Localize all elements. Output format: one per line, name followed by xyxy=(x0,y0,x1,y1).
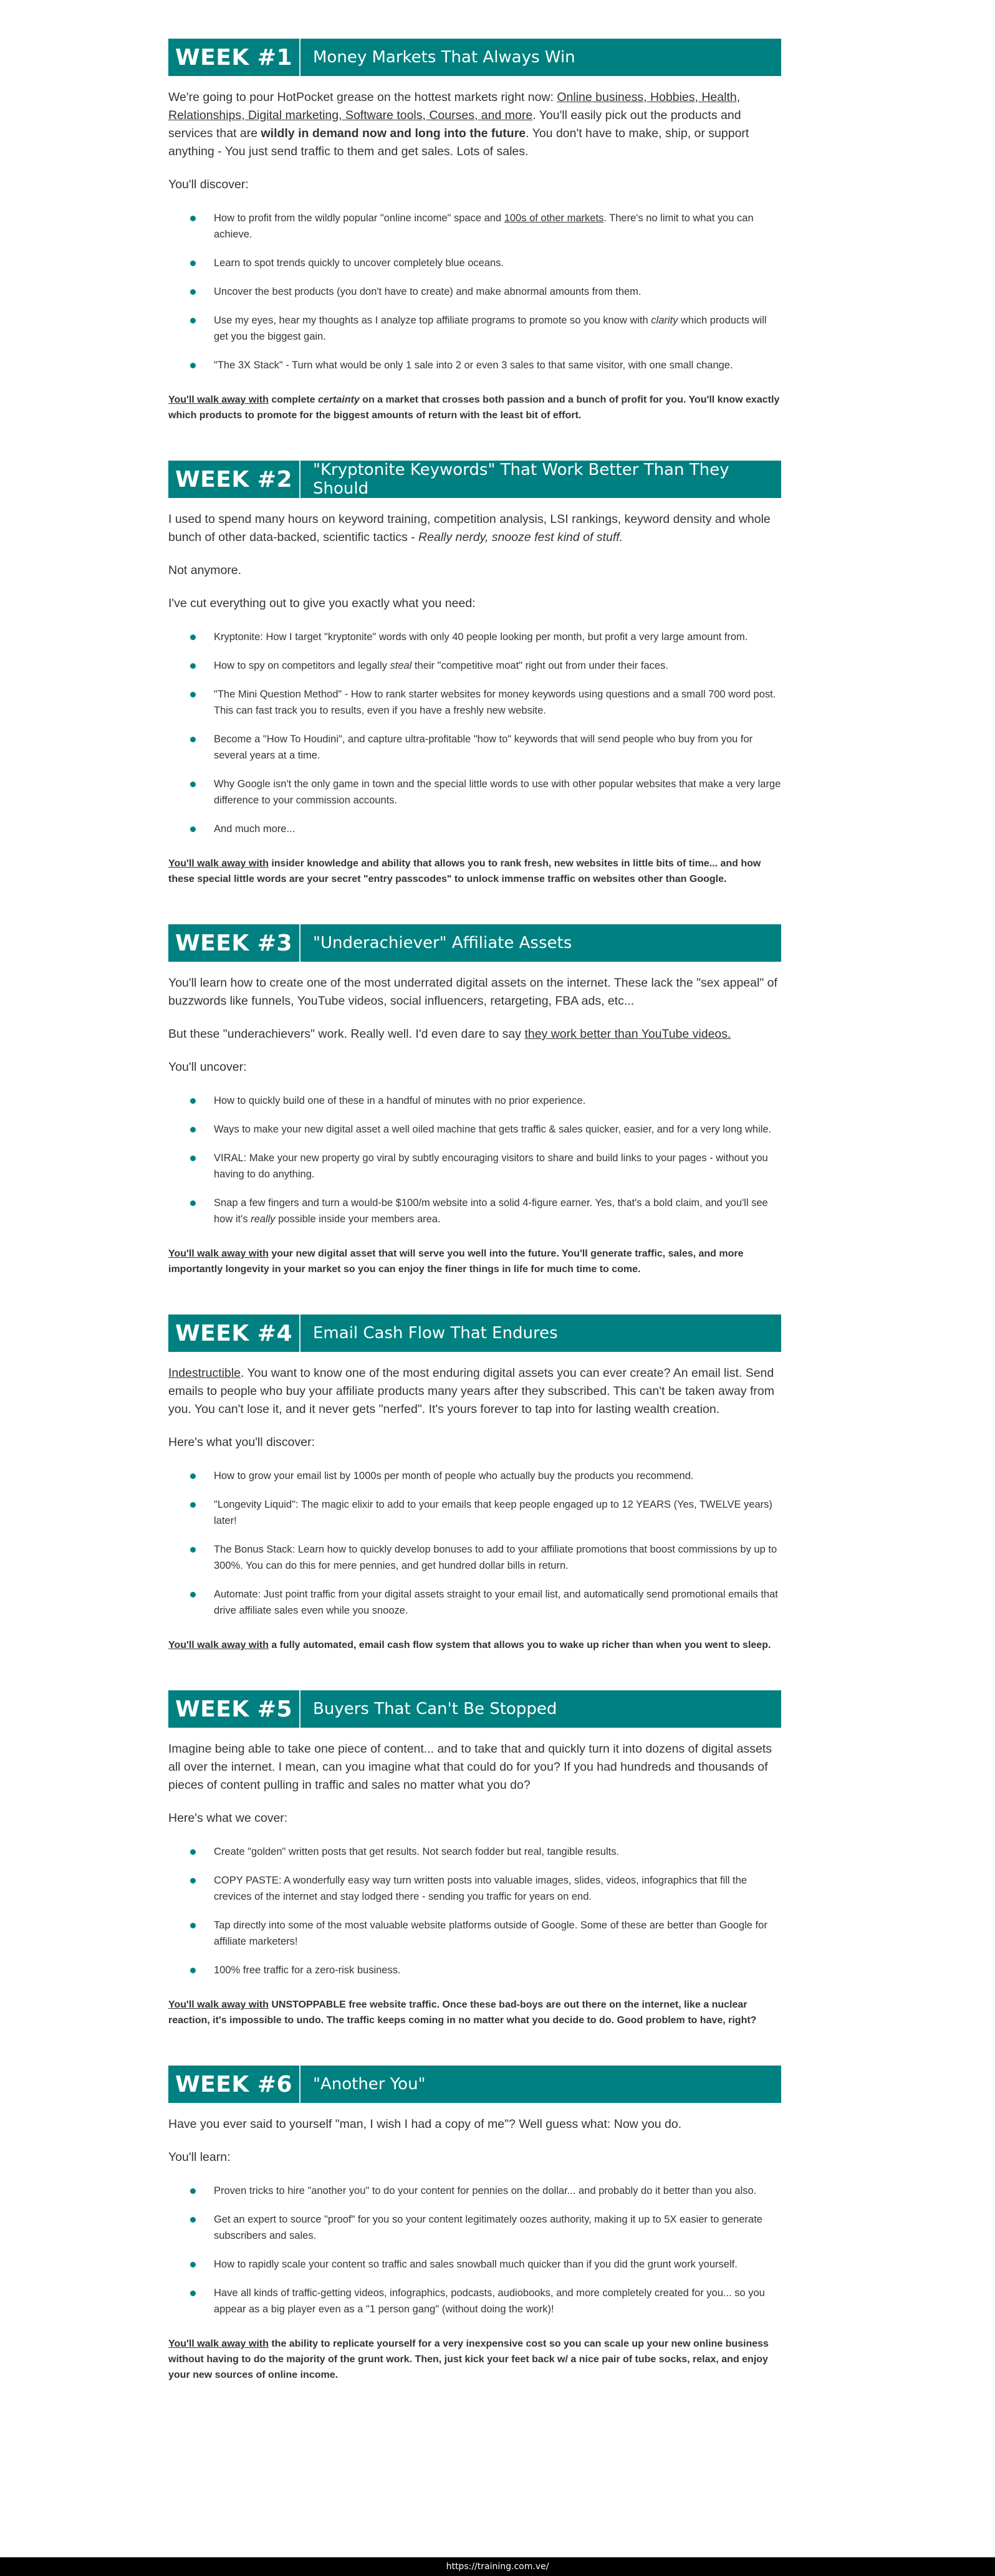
list-item xyxy=(168,2211,781,2244)
text-run: Proven tricks to hire "another you" to do your content for pennies on the dollar... and probably do it better than you also. xyxy=(214,2185,757,2196)
bullet-dot-icon xyxy=(190,363,196,368)
benefit-list xyxy=(168,629,781,837)
text-run: on a market that crosses both passion and a bunch of profit for you. You'll know exactly which products to promote for the biggest amounts of return with the least bit of effort. xyxy=(168,395,780,421)
text-run: Online business, Hobbies, Health, Relationships, Digital marketing, Software tools, Courses, and more xyxy=(168,90,741,122)
week-section xyxy=(168,39,781,423)
text-run: Here's what we cover: xyxy=(168,1811,288,1825)
week-number: WEEK #2 xyxy=(168,461,300,498)
week-section xyxy=(168,1314,781,1653)
week-title: Email Cash Flow That Endures xyxy=(313,1324,558,1343)
list-item xyxy=(168,821,781,837)
week-header xyxy=(168,1314,781,1352)
text-run: You'll learn: xyxy=(168,2150,231,2164)
paragraph xyxy=(168,2115,781,2133)
text-run: Become a "How To Houdini", and capture ultra-profitable "how to" keywords that will send people who buy from you for several years at a time. xyxy=(214,734,753,761)
text-run: You'll walk away with xyxy=(168,858,269,869)
week-title: "Underachiever" Affiliate Assets xyxy=(313,934,572,952)
week-title: Buyers That Can't Be Stopped xyxy=(313,1700,557,1718)
paragraph xyxy=(168,974,781,1010)
bullet-dot-icon xyxy=(190,216,196,221)
text-run: Have all kinds of traffic-getting videos, infographics, podcasts, audiobooks, and more completely created for you... so you appear as a big player even as a "1 person gang" (without doing the work)! xyxy=(214,2287,765,2315)
text-run: You'll walk away with xyxy=(168,1999,269,2010)
bullet-dot-icon xyxy=(190,1473,196,1479)
text-run: You'll walk away with xyxy=(168,2339,269,2349)
text-run: You'll walk away with xyxy=(168,395,269,405)
list-item xyxy=(168,357,781,373)
text-run: How to spy on competitors and legally xyxy=(214,660,390,671)
text-run: "The Mini Question Method" - How to rank starter websites for money keywords using questions and a small 700 word post. This can fast track you to results, even if you have a freshly new website. xyxy=(214,689,776,716)
week-number: WEEK #3 xyxy=(168,924,300,962)
benefit-list xyxy=(168,2183,781,2317)
text-run: Learn to spot trends quickly to uncover completely blue oceans. xyxy=(214,257,504,269)
text-run: The Bonus Stack: Learn how to quickly develop bonuses to add to your affiliate promotions that boost commissions by up to 300%. You can do this for mere pennies, and get hundred dollar bills in return. xyxy=(214,1544,777,1571)
takeaway-paragraph xyxy=(168,392,781,423)
takeaway-paragraph xyxy=(168,1637,781,1653)
week-title: "Kryptonite Keywords" That Work Better Than They Should xyxy=(313,461,729,498)
course-curriculum xyxy=(168,39,781,2383)
text-run: COPY PASTE: A wonderfully easy way turn written posts into valuable images, slides, videos, infographics that fill the crevices of the internet and stay lodged there - sending you traffic for years on end. xyxy=(214,1875,747,1902)
paragraph xyxy=(168,1025,781,1043)
text-run: Have you ever said to yourself "man, I wish I had a copy of me"? Well guess what: Now you do. xyxy=(168,2117,682,2131)
text-run: Uncover the best products (you don't have to create) and make abnormal amounts from them. xyxy=(214,286,642,297)
list-item xyxy=(168,776,781,808)
week-section xyxy=(168,2066,781,2383)
text-run: You'll learn how to create one of the most underrated digital assets on the internet. These lack the "sex appeal" of buzzwords like funnels, YouTube videos, social influencers, retargeting, FBA ads, etc... xyxy=(168,976,777,1008)
list-item xyxy=(168,1586,781,1619)
bullet-dot-icon xyxy=(190,826,196,832)
week-section xyxy=(168,1690,781,2028)
paragraph xyxy=(168,510,781,547)
list-item xyxy=(168,1844,781,1860)
week-section xyxy=(168,461,781,887)
text-run: . You don't have to make, ship, or support anything - You just send traffic to them and get sales. Lots of sales. xyxy=(168,127,749,158)
takeaway-paragraph xyxy=(168,1246,781,1277)
text-run: Use my eyes, hear my thoughts as I analyze top affiliate programs to promote so you know with xyxy=(214,315,651,326)
text-run: Get an expert to source "proof" for you so your content legitimately oozes authority, making it up to 5X easier to generate subscribers and sales. xyxy=(214,2214,762,2241)
text-run: they work better than YouTube videos. xyxy=(524,1027,731,1041)
text-run: Tap directly into some of the most valuable website platforms outside of Google. Some of these are better than Google for affiliate marketers! xyxy=(214,1920,767,1947)
text-run: How to rapidly scale your content so traffic and sales snowball much quicker than if you did the grunt work yourself. xyxy=(214,2259,738,2270)
text-run: really xyxy=(251,1214,276,1225)
bullet-dot-icon xyxy=(190,1592,196,1597)
paragraph xyxy=(168,562,781,580)
list-item xyxy=(168,1150,781,1182)
text-run: Why Google isn't the only game in town and the special little words to use with other popular websites that make a very large difference to your commission accounts. xyxy=(214,778,781,806)
text-run: "Longevity Liquid": The magic elixir to add to your emails that keep people engaged up to 12 YEARS (Yes, TWELVE years) later! xyxy=(214,1499,772,1526)
text-run: I've cut everything out to give you exactly what you need: xyxy=(168,596,476,610)
week-number: WEEK #1 xyxy=(168,39,300,76)
list-item xyxy=(168,1872,781,1905)
list-lead: Here's what you'll discover: xyxy=(168,1435,315,1449)
list-item xyxy=(168,210,781,242)
paragraph xyxy=(168,595,781,613)
bullet-dot-icon xyxy=(190,289,196,295)
bullet-dot-icon xyxy=(190,1098,196,1104)
text-run: . There's no limit to what you can achieve. xyxy=(214,213,754,240)
list-item xyxy=(168,731,781,764)
week-header xyxy=(168,39,781,76)
bullet-dot-icon xyxy=(190,2188,196,2194)
text-run: How to profit from the wildly popular "online income" space and xyxy=(214,213,504,224)
list-lead: You'll discover: xyxy=(168,178,249,191)
paragraph xyxy=(168,2148,781,2167)
list-item xyxy=(168,1962,781,1978)
week-section xyxy=(168,924,781,1277)
text-run: Imagine being able to take one piece of content... and to take that and quickly turn it into dozens of digital assets all over the internet. I mean, can you imagine what that could do for you? If you had hundreds and thousands of pieces of content pulling in traffic and sales no matter what you do? xyxy=(168,1742,772,1792)
text-run: "The 3X Stack" - Turn what would be only 1 sale into 2 or even 3 sales to that same visitor, with one small change. xyxy=(214,360,733,371)
intro-paragraph xyxy=(168,89,781,161)
week-header xyxy=(168,2066,781,2103)
list-item xyxy=(168,255,781,271)
paragraph xyxy=(168,1058,781,1076)
text-run: Ways to make your new digital asset a well oiled machine that gets traffic & sales quicker, easier, and for a very long while. xyxy=(214,1124,772,1135)
bullet-dot-icon xyxy=(190,1547,196,1553)
text-run: Create "golden" written posts that get results. Not search fodder but real, tangible results. xyxy=(214,1846,620,1857)
list-item xyxy=(168,2285,781,2317)
takeaway-paragraph xyxy=(168,1997,781,2028)
bullet-dot-icon xyxy=(190,1849,196,1855)
text-run: Snap a few fingers and turn a would-be $100/m website into a solid 4-figure earner. Yes, that's a bold claim, and you'll see how it's xyxy=(214,1197,768,1225)
list-item xyxy=(168,312,781,345)
text-run: their "competitive moat" right out from under their faces. xyxy=(411,660,668,671)
bullet-dot-icon xyxy=(190,1878,196,1884)
list-item xyxy=(168,629,781,645)
bullet-dot-icon xyxy=(190,1200,196,1206)
takeaway-paragraph xyxy=(168,856,781,887)
bullet-dot-icon xyxy=(190,634,196,640)
status-bar xyxy=(0,2557,995,2576)
list-item xyxy=(168,686,781,719)
text-run: clarity xyxy=(651,315,678,326)
bullet-dot-icon xyxy=(190,1502,196,1508)
text-run: How to grow your email list by 1000s per month of people who actually buy the products you recommend. xyxy=(214,1470,694,1482)
list-item xyxy=(168,2256,781,2272)
text-run: a fully automated, email cash flow system that allows you to wake up richer than when you went to sleep. xyxy=(268,1640,771,1650)
text-run: Indestructible xyxy=(168,1366,241,1380)
list-item xyxy=(168,1468,781,1484)
bullet-dot-icon xyxy=(190,2217,196,2223)
text-run: Not anymore. xyxy=(168,563,242,577)
paragraph xyxy=(168,1740,781,1794)
bullet-dot-icon xyxy=(190,1127,196,1132)
text-run: You'll uncover: xyxy=(168,1060,247,1074)
bullet-dot-icon xyxy=(190,1968,196,1973)
text-run: Really nerdy, snooze fest kind of stuff. xyxy=(418,530,623,544)
takeaway-paragraph xyxy=(168,2336,781,2383)
text-run: We're going to pour HotPocket grease on the hottest markets right now: xyxy=(168,90,557,104)
text-run: possible inside your members area. xyxy=(275,1214,441,1225)
benefit-list xyxy=(168,1468,781,1619)
benefit-list xyxy=(168,1093,781,1227)
bullet-dot-icon xyxy=(190,737,196,742)
text-run: . You'll easily pick out the products and services that are xyxy=(168,108,741,140)
text-run: Automate: Just point traffic from your digital assets straight to your email list, and automatically send promotional emails that drive affiliate sales even while you snooze. xyxy=(214,1589,778,1616)
text-run: 100% free traffic for a zero-risk business. xyxy=(214,1965,401,1976)
text-run: certainty xyxy=(318,395,360,405)
bullet-dot-icon xyxy=(190,261,196,266)
week-header xyxy=(168,924,781,962)
list-item xyxy=(168,1917,781,1950)
bullet-dot-icon xyxy=(190,1923,196,1928)
list-item xyxy=(168,1121,781,1137)
text-run: VIRAL: Make your new property go viral by subtly encouraging visitors to share and build links to your pages - without you having to do anything. xyxy=(214,1152,768,1180)
text-run: But these "underachievers" work. Really well. I'd even dare to say xyxy=(168,1027,525,1041)
text-run: 100s of other markets xyxy=(504,213,604,224)
text-run: . You want to know one of the most enduring digital assets you can ever create? An email list. Send emails to people who buy your affiliate products many years after they subscribed. This can't be taken away from you. You can't lose it, and it never gets "nerfed". It's yours forever to tap into for lasting wealth creation. xyxy=(168,1366,775,1416)
bullet-dot-icon xyxy=(190,1156,196,1161)
week-title: Money Markets That Always Win xyxy=(313,48,575,67)
list-item xyxy=(168,2183,781,2199)
text-run: You'll walk away with xyxy=(168,1248,269,1259)
text-run: complete xyxy=(268,395,319,405)
text-run: Kryptonite: How I target "kryptonite" words with only 40 people looking per month, but profit a very large amount from. xyxy=(214,631,748,643)
bullet-dot-icon xyxy=(190,692,196,697)
week-number: WEEK #6 xyxy=(168,2066,300,2103)
text-run: which products will get you the biggest gain. xyxy=(214,315,767,342)
bullet-dot-icon xyxy=(190,2262,196,2267)
bullet-dot-icon xyxy=(190,318,196,323)
week-header xyxy=(168,1690,781,1728)
benefit-list xyxy=(168,210,781,373)
text-run: steal xyxy=(390,660,412,671)
text-run: UNSTOPPABLE free website traffic. Once these bad-boys are out there on the internet, like a nuclear reaction, it's impossible to undo. The traffic keeps coming in no matter what you decide to do. Good problem to have, right? xyxy=(168,1999,757,2026)
list-item xyxy=(168,1541,781,1574)
week-header xyxy=(168,461,781,498)
text-run: And much more... xyxy=(214,823,296,835)
list-item xyxy=(168,1195,781,1227)
benefit-list xyxy=(168,1844,781,1978)
week-title: "Another You" xyxy=(313,2075,426,2094)
text-run: your new digital asset that will serve you well into the future. You'll generate traffic, sales, and more importantly longevity in your market so you can enjoy the finer things in life for much time to come. xyxy=(168,1248,744,1275)
list-item xyxy=(168,1496,781,1529)
text-run: wildly in demand now and long into the future xyxy=(261,127,526,140)
list-item xyxy=(168,658,781,674)
intro-paragraph xyxy=(168,1364,781,1419)
list-item xyxy=(168,284,781,300)
status-url: https://training.com.ve/ xyxy=(446,2562,549,2572)
text-run: insider knowledge and ability that allows you to rank fresh, new websites in little bits of time... and how these special little words are your secret "entry passcodes" to unlock immense traffic on websites other than Google. xyxy=(168,858,761,884)
text-run: You'll walk away with xyxy=(168,1640,269,1650)
week-number: WEEK #4 xyxy=(168,1314,300,1352)
text-run: I used to spend many hours on keyword training, competition analysis, LSI rankings, keyword density and whole bunch of other data-backed, scientific tactics - xyxy=(168,512,771,544)
text-run: How to quickly build one of these in a handful of minutes with no prior experience. xyxy=(214,1095,586,1106)
list-item xyxy=(168,1093,781,1109)
bullet-dot-icon xyxy=(190,782,196,787)
bullet-dot-icon xyxy=(190,2291,196,2296)
text-run: the ability to replicate yourself for a very inexpensive cost so you can scale up your new online business without having to do the majority of the grunt work. Then, just kick your feet back w/ a nice pair of tube socks, relax, and enjoy your new sources of online income. xyxy=(168,2339,769,2380)
paragraph xyxy=(168,1809,781,1827)
week-number: WEEK #5 xyxy=(168,1690,300,1728)
bullet-dot-icon xyxy=(190,663,196,669)
